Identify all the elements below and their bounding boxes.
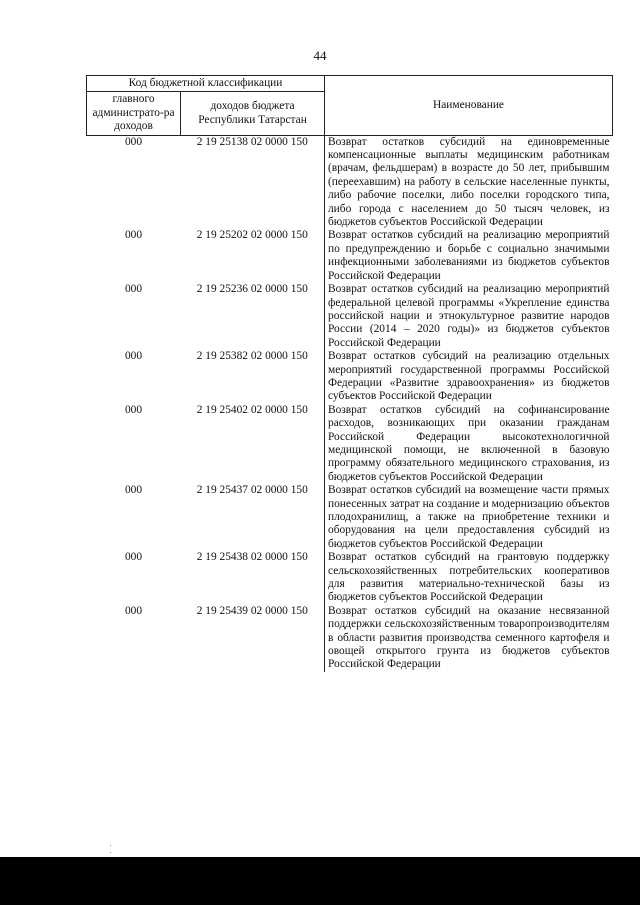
description-cell: Возврат остатков субсидий на возмещение части прямых понесенных затрат на создание и модернизацию объектов плодохранилищ, а также на приобретение техники и оборудования на цели предоставления субсидий из бюджетов субъектов Российской Федерации — [325, 484, 613, 551]
table-row — [87, 551, 613, 605]
table-row — [87, 605, 613, 672]
header-budget-classification-code: Код бюджетной классификации — [87, 76, 325, 92]
table-row — [87, 229, 613, 283]
table-row — [87, 404, 613, 484]
page-number: 44 — [313, 48, 327, 63]
description-cell: Возврат остатков субсидий на оказание несвязанной поддержки сельскохозяйственным товаропроизводителям в области развития производства семенного картофеля и овощей открытого грунта из бюджетов субъектов Российской Федерации — [325, 605, 613, 672]
header-revenue-code: доходов бюджета Республики Татарстан — [181, 92, 325, 135]
table-row — [87, 283, 613, 350]
revenue-code-cell: 2 19 25438 02 0000 150 — [196, 551, 308, 564]
table-row — [87, 484, 613, 551]
scan-bottom-band — [0, 857, 640, 905]
revenue-code-cell: 2 19 25382 02 0000 150 — [196, 350, 308, 363]
revenue-code-cell: 2 19 25437 02 0000 150 — [196, 484, 308, 497]
revenue-code-cell: 2 19 25202 02 0000 150 — [196, 229, 308, 242]
revenue-code-cell: 2 19 25138 02 0000 150 — [196, 135, 308, 148]
revenue-code-cell: 2 19 25402 02 0000 150 — [196, 403, 308, 416]
admin-code-cell: 000 — [124, 135, 143, 148]
admin-code-cell: 000 — [124, 551, 143, 564]
scan-speck — [110, 852, 111, 853]
budget-classification-table — [86, 75, 613, 672]
description-cell: Возврат остатков субсидий на реализацию мероприятий по предупреждению и борьбе с социально значимыми инфекционными заболеваниями из бюджетов субъектов Российской Федерации — [325, 229, 613, 283]
admin-code-cell: 000 — [124, 229, 143, 242]
table-header — [87, 76, 613, 136]
description-cell: Возврат остатков субсидий на грантовую поддержку сельскохозяйственных потребительских кооперативов для развития материально-технической базы из бюджетов субъектов Российской Федерации — [325, 551, 613, 605]
scan-speck — [110, 845, 111, 846]
admin-code-cell: 000 — [124, 403, 143, 416]
table-row — [87, 350, 613, 404]
header-chief-administrator: главного администрато-ра доходов — [87, 92, 181, 135]
admin-code-cell: 000 — [124, 604, 143, 617]
description-cell: Возврат остатков субсидий на софинансирование расходов, возникающих при оказании гражданам Российской Федерации высокотехнологичной медицинской помощи, не включенной в базовую программу обязательного медицинского страхования, из бюджетов субъектов Российской Федерации — [325, 404, 613, 484]
admin-code-cell: 000 — [124, 484, 143, 497]
header-name: Наименование — [325, 76, 613, 136]
revenue-code-cell: 2 19 25439 02 0000 150 — [196, 604, 308, 617]
table-row — [87, 135, 613, 229]
table-body — [87, 135, 613, 672]
admin-code-cell: 000 — [124, 283, 143, 296]
admin-code-cell: 000 — [124, 350, 143, 363]
description-cell: Возврат остатков субсидий на реализацию мероприятий федеральной целевой программы «Укрепление единства российской нации и этнокультурное развитие народов России (2014 – 2020 годы)» из бюджетов субъектов Российской Федерации — [325, 283, 613, 350]
revenue-code-cell: 2 19 25236 02 0000 150 — [196, 283, 308, 296]
description-cell: Возврат остатков субсидий на реализацию отдельных мероприятий государственной программы Российской Федерации «Развитие здравоохранения» из бюджетов субъектов Российской Федерации — [325, 350, 613, 404]
description-cell: Возврат остатков субсидий на единовременные компенсационные выплаты медицинским работникам (врачам, фельдшерам) в возрасте до 50 лет, прибывшим (переехавшим) на работу в сельские населенные пункты, либо рабочие поселки, либо поселки городского типа, либо города с населением до 50 тысяч человек, из бюджетов субъектов Российской Федерации — [325, 135, 613, 229]
